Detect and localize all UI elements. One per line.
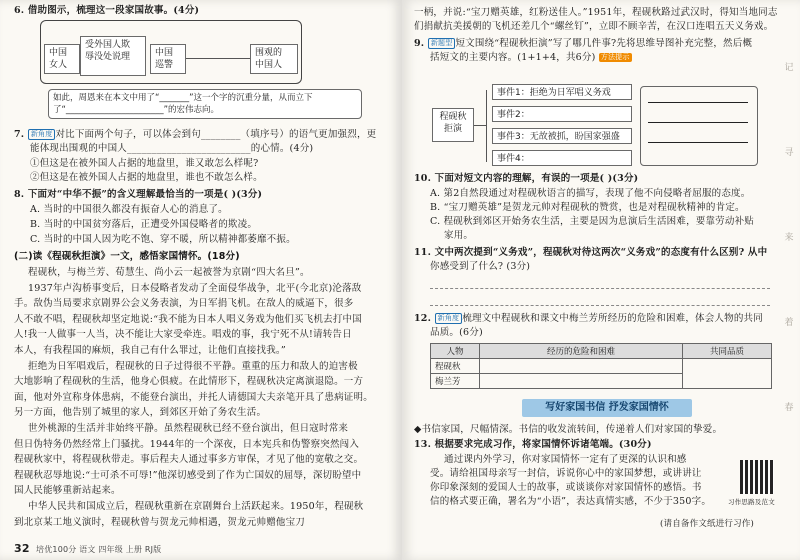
- q7-tag: 新角度: [28, 129, 56, 140]
- q8-option-c: C. 当时的中国人因为吃不饱、穿不暖，所以精神都萎靡不振。: [30, 234, 296, 245]
- mindmap-summary-box: [640, 86, 758, 166]
- side-glyph: 着: [784, 318, 794, 328]
- q11-line1: 11. 文中两次提到“义务戏”，程砚秋对待这两次“义务戏”的态度有什么区别? 从中: [414, 247, 768, 258]
- q13-para-4: 信的格式要正确，署名为“小语”，表达真情实感，不少于350字。: [430, 496, 712, 507]
- q9-line2: [430, 51, 632, 64]
- q12-text1: 梳理文中程砚秋和课文中梅兰芳所经历的危险和困难，体会人物的共同: [462, 313, 763, 324]
- page-number: 32: [14, 542, 30, 555]
- q9-method-tag: 方法提示: [600, 53, 630, 61]
- passage-line: 1937年卢沟桥事变后，日本侵略者发动了全面侵华战争，北平(今北京)沦落敌: [28, 282, 362, 294]
- side-decoration: [778, 60, 800, 485]
- passage-line: 世外桃源的生活并非始终平静。虽然程砚秋已经不登台演出，但日寇时常来: [28, 423, 349, 434]
- q8-option-a: A. 当时的中国很久都没有振奋人心的消息了。: [30, 204, 228, 215]
- mindmap-link: [474, 125, 486, 126]
- q13-para-2: 受。请给祖国母亲写一封信，诉说你心中的家国梦想，或讲讲让: [430, 468, 702, 479]
- passage-line: 人不敢不唱，程砚秋却坚定地说:“我不能为日本人唱义务戏为他们买飞机去打中国: [14, 313, 362, 325]
- mindmap-root: 程砚秋 拒演: [432, 108, 474, 142]
- q12-number: 12.: [414, 313, 435, 324]
- q13-para-1: 通过课内外学习，你对家国情怀一定有了更深的认识和感: [444, 454, 687, 465]
- diagram-box-3: 中国 巡警: [150, 44, 186, 74]
- q12-text2: 品质。(6分): [430, 327, 483, 338]
- passage-line: 程砚秋忍辱地说:“士可杀不可辱!”他深切感受到了作为亡国奴的屈辱，深切盼望中: [14, 469, 362, 481]
- passage-cont-2: 们捐献抗美援朝的飞机还差几个“螺丝钉”，立即不顾辛苦，在汉口连唱五天义务戏。: [414, 21, 774, 32]
- passage-line: 到北京某工地义演时，程砚秋曾与贺龙元帅相遇，贺龙元帅赠他宝刀: [14, 516, 306, 528]
- answer-line: [430, 305, 770, 306]
- q10-option-c: C. 程砚秋到郊区开始务农生活，主要是因为息演后生活困难，要靠劳动补贴: [430, 216, 754, 227]
- answer-line: [648, 122, 748, 123]
- q6-title: 6. 借助图示，梳理这一段家国故事。(4分): [14, 5, 200, 16]
- q10-option-b: B. “宝刀赠英雄”是贺龙元帅对程砚秋的赞赏，也是对程砚秋精神的肯定。: [430, 202, 745, 213]
- table-cell: 程砚秋: [431, 359, 480, 374]
- passage-line: 程砚秋，与梅兰芳、荀慧生、尚小云一起被誉为京剧“四大名旦”。: [28, 267, 310, 278]
- qr-code-icon[interactable]: [740, 460, 774, 494]
- q8-title: 8. 下面对“中华不振”的含义理解最恰当的一项是( )(3分): [14, 189, 263, 200]
- q11-line2: 你感受到了什么? (3分): [430, 261, 531, 272]
- q12-table: [430, 343, 772, 389]
- side-glyph: 记: [784, 63, 794, 73]
- passage-line: 面，他对外宣称身体患病，不能登台演出，并托人请德国大夫亲笔开具了患病证明。: [14, 391, 373, 403]
- passage-line: 拒绝为日军唱戏后，程砚秋的日子过得很不平静。重重的压力和敌人的迫害极: [28, 360, 358, 372]
- passage-line: 另一方面，他告别了城里的家人，到郊区开始了务农生活。: [14, 407, 267, 419]
- table-cell[interactable]: [683, 359, 772, 389]
- side-glyph: 春: [784, 403, 794, 413]
- qr-caption: 习作思路及范文: [728, 498, 775, 506]
- answer-line: [648, 142, 748, 143]
- q13-para-3: 你印象深刻的爱国人士的故事，或谈谈你对家国情怀的感悟。书: [430, 482, 702, 493]
- q7-line1: [14, 128, 376, 141]
- answer-line: [430, 288, 770, 289]
- side-glyph: 寻: [784, 148, 794, 158]
- q8-option-b: B. 当时的中国贫穷落后，正遭受外国侵略者的欺凌。: [30, 219, 258, 230]
- writing-banner: 写好家国书信 抒发家国情怀: [522, 399, 692, 417]
- q6-callout: 如此，周恩来在本文中用了“_______”这一个字的沉重分量，从而立下了“_______________________”的宏伟志向。: [48, 89, 362, 119]
- passage-line: 人!我一人做事一人当，决不能让大家受牵连。唱戏的事，我宁死不从!请转告日: [14, 329, 352, 341]
- mindmap-event-1: 事件1：拒绝为日军唱义务戏: [492, 84, 632, 100]
- q13-note: (请自备作文纸进行习作): [660, 519, 755, 529]
- q10-title: 10. 下面对短文内容的理解，有误的一项是( )(3分): [414, 173, 639, 184]
- diagram-box-1: 中国 女人: [44, 44, 80, 74]
- q7-number: 7.: [14, 129, 28, 140]
- q9-text1: 短文围绕“程砚秋拒演”写了哪几件事?先将思维导图补充完整，然后概: [455, 38, 753, 49]
- q9-text2: 括短文的主要内容。(1+1+4，共6分): [430, 52, 596, 63]
- q7-text1: 对比下面两个句子，可以体会到句________（填序号）的语气更加强烈，更: [55, 129, 377, 140]
- q10-option-c-cont: 家用。: [444, 230, 474, 241]
- q12-tag: 新角度: [435, 313, 463, 324]
- q9-number: 9.: [414, 38, 428, 49]
- passage-line: 中华人民共和国成立后，程砚秋重新在京剧舞台上活跃起来。1950年，程砚秋: [28, 501, 364, 512]
- q9-tag: 新题型: [428, 38, 456, 49]
- table-header: 共同品质: [683, 344, 772, 359]
- passage-line: 手。敌伪当局要求京剧界公会义务表演，为日军捐飞机。在敌人的威逼下，很多: [14, 298, 354, 310]
- q7-text2: 能体现出围观的中国人_________________________的心情。(4分): [30, 143, 314, 154]
- q7-option-2: ②但这是在被外国人占据的地盘里，谁也不敢怎么样。: [30, 172, 263, 183]
- book-info: 培优100分 语文 四年级 上册 RJ版: [36, 545, 162, 554]
- table-header: 人物: [431, 344, 480, 359]
- diagram-box-2: 受外国人欺 辱没处说理: [80, 36, 146, 76]
- passage-line: 但日伪特务仍然经常上门骚扰。1944年的一个深夜，日本宪兵和伪警察突然闯入: [14, 438, 360, 450]
- diagram-box-4: 围观的 中国人: [250, 44, 298, 74]
- mindmap-branch: [486, 90, 487, 162]
- passage-line: 大地影响了程砚秋的生活，他身心俱疲。在此情形下，程砚秋决定离演退隐。一方: [14, 376, 364, 388]
- mindmap-event-3: 事件3：无故被抓，盼国家强盛: [492, 128, 632, 144]
- mindmap-event-4: 事件4：: [492, 150, 632, 166]
- diagram-frame: [40, 20, 302, 84]
- q13-title: 13. 根据要求完成习作，将家国情怀诉诸笔端。(30分): [414, 439, 652, 450]
- q7-option-1: ①但这是在被外国人占据的地盘里，谁又敢怎么样呢?: [30, 158, 259, 169]
- side-glyph: 来: [784, 233, 794, 243]
- passage-cont-1: 一柄，并说:“宝刀赠英雄，红粉送佳人。”1951年，程砚秋路过武汉时，得知当地同志: [414, 7, 778, 18]
- table-cell[interactable]: [480, 374, 683, 389]
- letter-intro: ◆书信家国，尺幅情深。书信的收发流转间，传递着人们对家国的挚爱。: [414, 424, 723, 435]
- passage-line: 程砚秋家中，将程砚秋带走。事后程夫人通过事多方审保，才见了他的宽敬之交。: [14, 454, 364, 466]
- section-2-title: (二)读《程砚秋拒演》一文，感悟家国情怀。(18分): [14, 251, 240, 262]
- q10-option-a: A. 第2自然段通过对程砚秋语言的描写，表现了他不向侵略者屈服的态度。: [430, 188, 751, 199]
- mindmap-event-2: 事件2：: [492, 106, 632, 122]
- table-cell: 梅兰芳: [431, 374, 480, 389]
- q12-line1: [414, 312, 763, 325]
- answer-line: [648, 102, 748, 103]
- passage-line: 本人，有我程国的麻烦，我自己有什么罪过，让他们直接找我。”: [14, 345, 286, 356]
- q9-line1: [414, 37, 752, 50]
- table-cell[interactable]: [480, 359, 683, 374]
- table-header: 经历的危险和困难: [480, 344, 683, 359]
- passage-line: 国人民能够重新站起来。: [14, 485, 121, 497]
